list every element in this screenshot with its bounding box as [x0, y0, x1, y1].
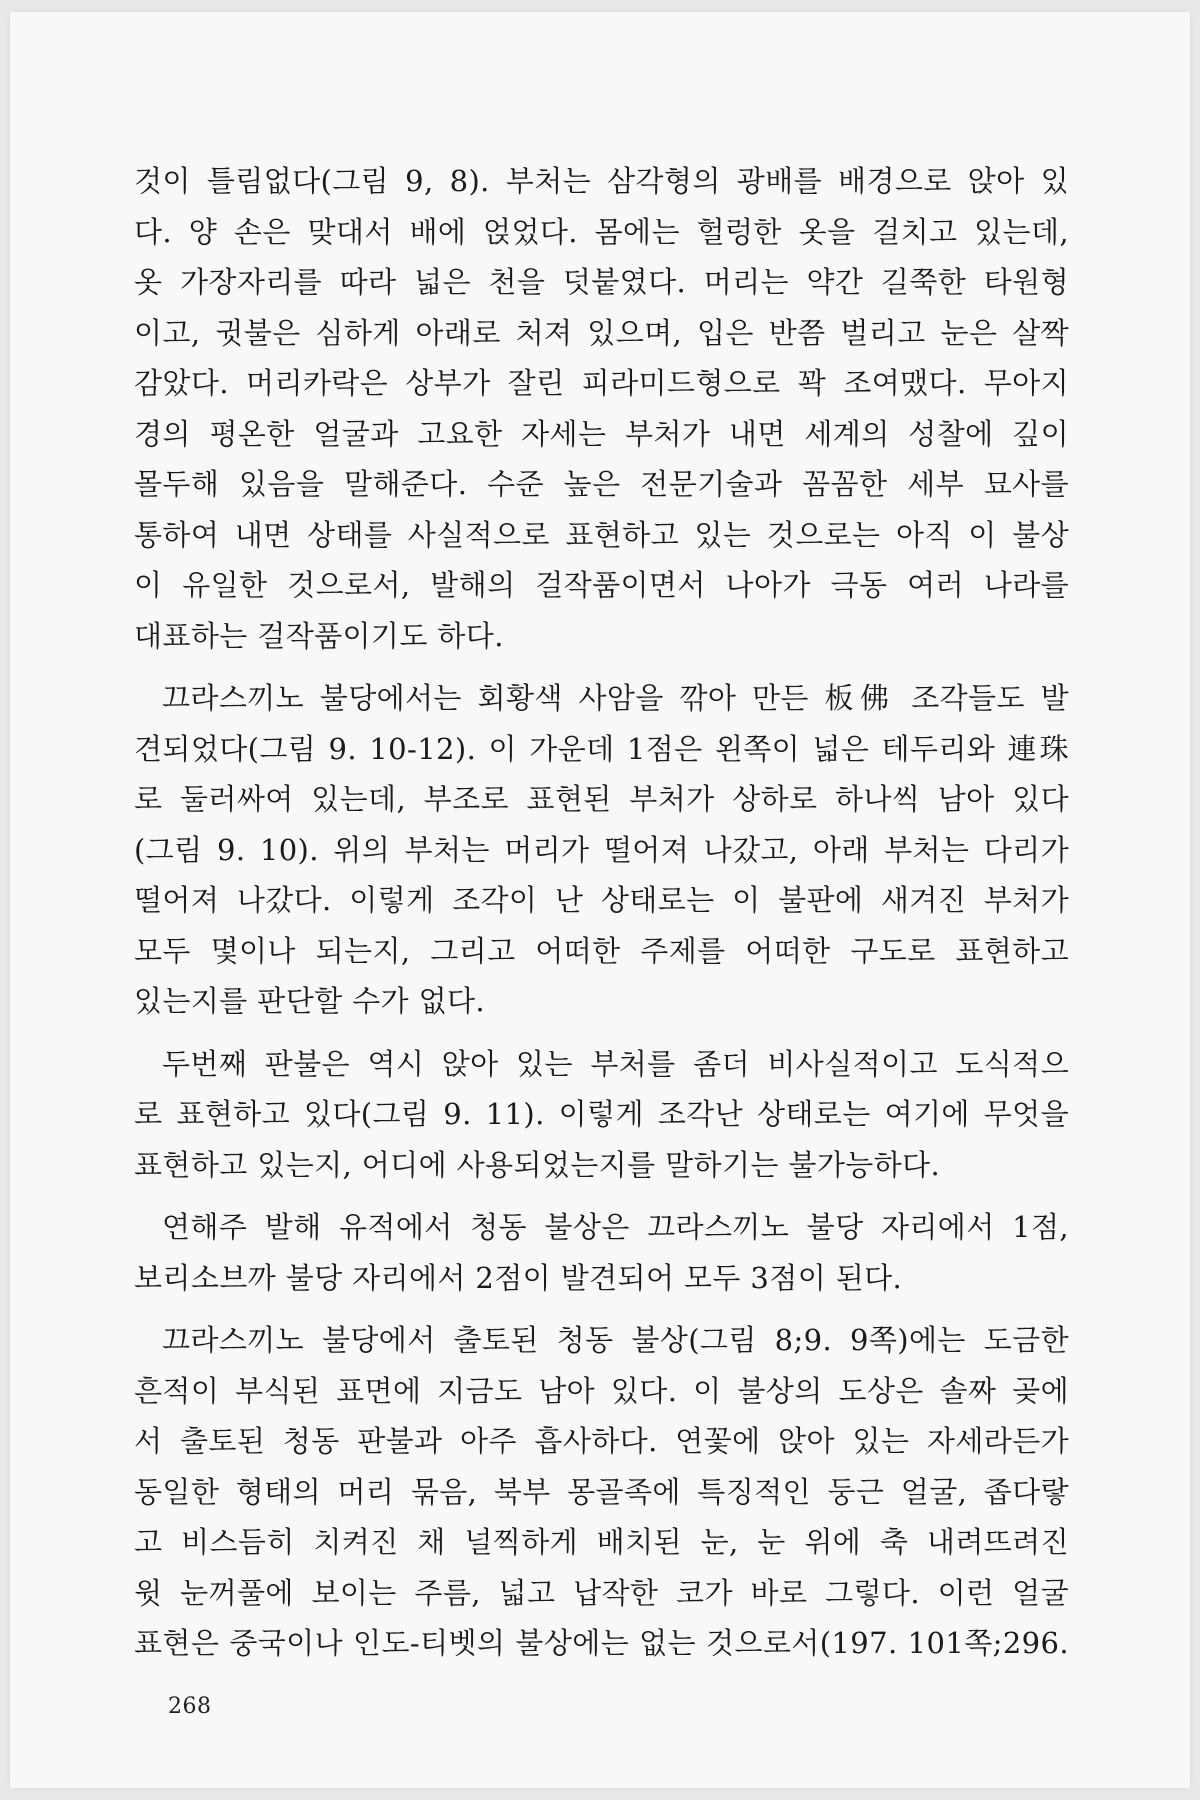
page-number: 268	[168, 1694, 212, 1719]
text-line: 것이 틀림없다(그림 9, 8). 부처는 삼각형의 광배를 배경으로 앉아 있	[134, 164, 1069, 198]
text-line: 감았다. 머리카락은 상부가 잘린 피라미드형으로 꽉 조여맸다. 무아지	[134, 366, 1069, 400]
book-page	[10, 12, 1190, 1788]
body-text	[134, 156, 1069, 1669]
text-line: 윗 눈꺼풀에 보이는 주름, 넓고 납작한 코가 바로 그렇다. 이런 얼굴	[134, 1575, 1069, 1610]
paragraph-first-line: 끄라스끼노 불당에서는 회황색 사암을 깎아 만든 板佛 조각들도 발	[162, 681, 1069, 715]
text-line: 표현은 중국이나 인도-티벳의 불상에는 없는 것으로서(197. 101쪽;296.	[134, 1626, 1069, 1660]
text-line: 로 둘러싸여 있는데, 부조로 표현된 부처가 상하로 하나씩 남아 있다	[134, 782, 1069, 816]
text-line: 있는지를 판단할 수가 없다.	[134, 984, 486, 1018]
paragraph-first-line: 연해주 발해 유적에서 청동 불상은 끄라스끼노 불당 자리에서 1점,	[162, 1210, 1069, 1244]
text-line: (그림 9. 10). 위의 부처는 머리가 떨어져 나갔고, 아래 부처는 다리가	[134, 832, 1069, 867]
text-line: 동일한 형태의 머리 묶음, 북부 몽골족에 특징적인 둥근 얼굴, 좁다랗	[134, 1474, 1069, 1509]
text-line: 고 비스듬히 치켜진 채 널찍하게 배치된 눈, 눈 위에 축 내려뜨려진	[134, 1525, 1069, 1559]
text-line: 다. 양 손은 맞대서 배에 얹었다. 몸에는 헐렁한 옷을 걸치고 있는데,	[134, 214, 1069, 249]
text-line: 통하여 내면 상태를 사실적으로 표현하고 있는 것으로는 아직 이 불상	[134, 517, 1069, 552]
text-line: 표현하고 있는지, 어디에 사용되었는지를 말하기는 불가능하다.	[134, 1147, 941, 1182]
text-line: 이 유일한 것으로서, 발해의 걸작품이면서 나아가 극동 여러 나라를	[134, 568, 1069, 602]
text-line: 떨어져 나갔다. 이렇게 조각이 난 상태로는 이 불판에 새겨진 부처가	[134, 883, 1069, 917]
text-line: 서 출토된 청동 판불과 아주 흡사하다. 연꽃에 앉아 있는 자세라든가	[134, 1424, 1069, 1458]
text-line: 로 표현하고 있다(그림 9. 11). 이렇게 조각난 상태로는 여기에 무엇을	[134, 1097, 1069, 1131]
text-line: 대표하는 걸작품이기도 하다.	[134, 618, 504, 653]
paragraph-first-line: 끄라스끼노 불당에서 출토된 청동 불상(그림 8;9. 9쪽)에는 도금한	[162, 1323, 1069, 1357]
text-line: 흔적이 부식된 표면에 지금도 남아 있다. 이 불상의 도상은 솔짜 곶에	[134, 1373, 1069, 1408]
paragraph-first-line: 두번째 판불은 역시 앉아 있는 부처를 좀더 비사실적이고 도식적으	[162, 1046, 1069, 1081]
text-line: 모두 몇이나 되는지, 그리고 어떠한 주제를 어떠한 구도로 표현하고	[134, 933, 1069, 968]
text-line: 이고, 귓불은 심하게 아래로 처져 있으며, 입은 반쯤 벌리고 눈은 살짝	[134, 315, 1069, 350]
text-line: 몰두해 있음을 말해준다. 수준 높은 전문기술과 꼼꼼한 세부 묘사를	[134, 467, 1069, 501]
text-line: 견되었다(그림 9. 10-12). 이 가운데 1점은 왼쪽이 넓은 테두리와 連珠	[134, 731, 1069, 766]
text-line: 옷 가장자리를 따라 넓은 천을 덧붙였다. 머리는 약간 길쭉한 타원형	[134, 265, 1069, 299]
text-line: 보리소브까 불당 자리에서 2점이 발견되어 모두 3점이 된다.	[134, 1260, 903, 1295]
text-line: 경의 평온한 얼굴과 고요한 자세는 부처가 내면 세계의 성찰에 깊이	[134, 416, 1069, 451]
